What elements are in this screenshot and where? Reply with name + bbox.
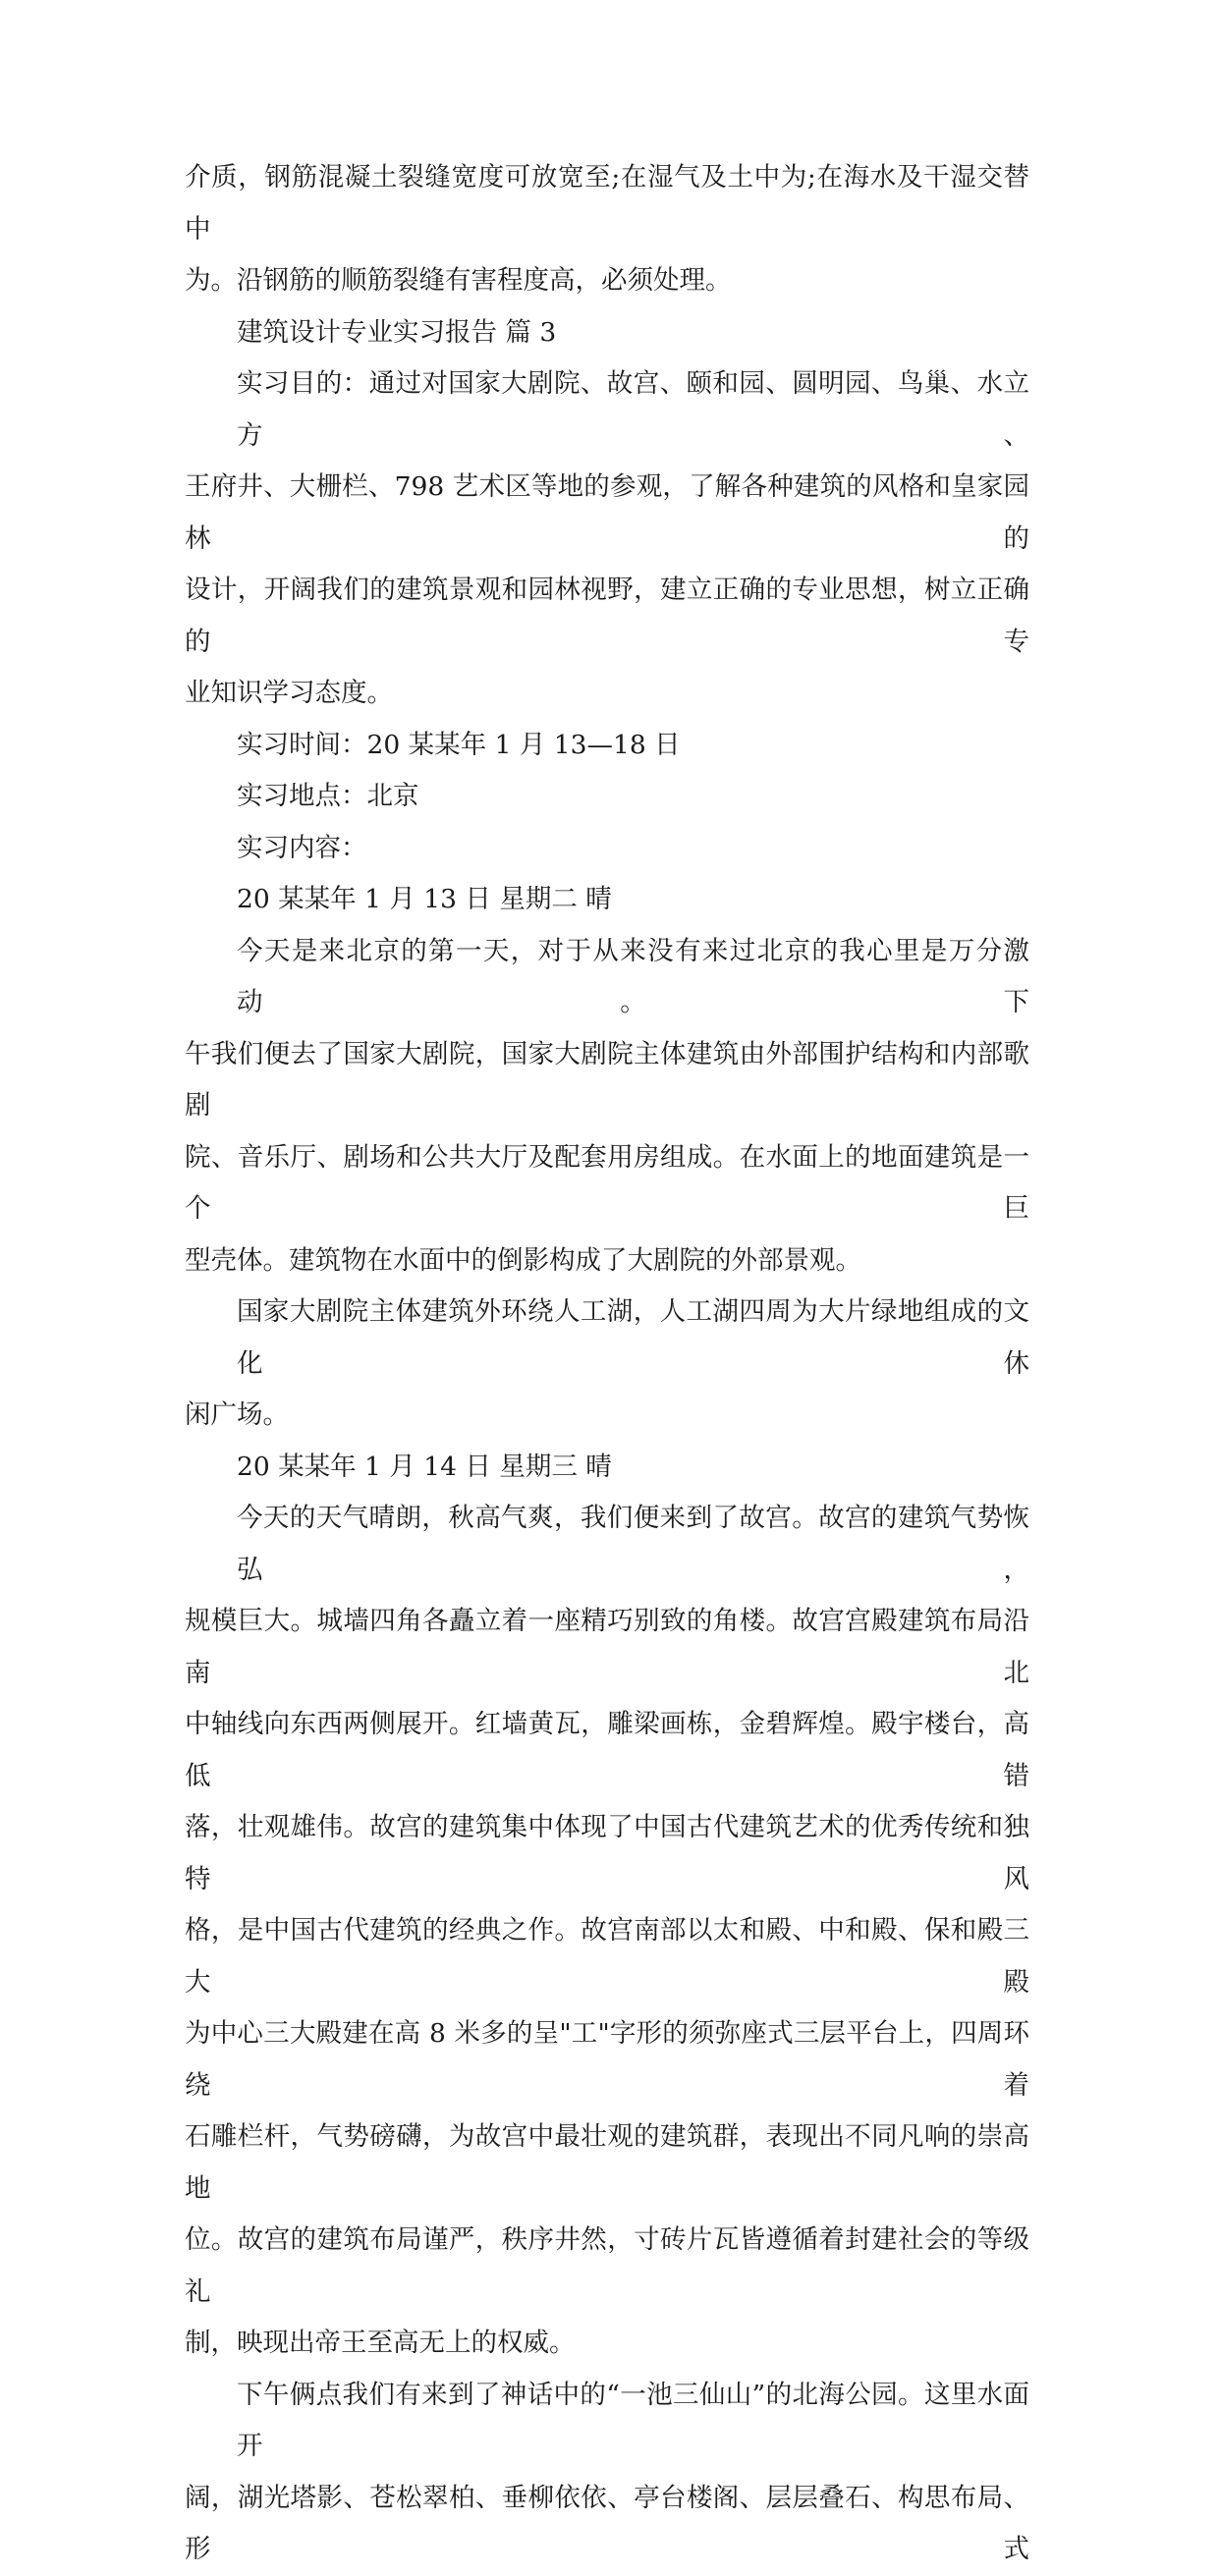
text-line: 为。沿钢筋的顺筋裂缝有害程度高，必须处理。 — [185, 265, 732, 296]
text-line: 王府井、大栅栏、798 艺术区等地的参观，了解各种建筑的风格和皇家园林的 — [185, 471, 1029, 554]
document-body — [185, 152, 1029, 2576]
text-line: 今天是来北京的第一天，对于从来没有来过北京的我心里是万分激动。下 — [237, 935, 1029, 1017]
text-line: 院、音乐厅、剧场和公共大厅及配套用房组成。在水面上的地面建筑是一个巨 — [185, 1141, 1029, 1224]
text-line: 实习时间：20 某某年 1 月 13—18 日 — [237, 729, 681, 760]
text-line: 午我们便去了国家大剧院，国家大剧院主体建筑由外部围护结构和内部歌剧 — [185, 1038, 1029, 1121]
text-line: 中轴线向东西两侧展开。红墙黄瓦，雕梁画栋，金碧辉煌。殿宇楼台，高低错 — [185, 1709, 1029, 1791]
text-line: 落，壮观雄伟。故宫的建筑集中体现了中国古代建筑艺术的优秀传统和独特风 — [185, 1812, 1029, 1894]
text-line: 国家大剧院主体建筑外环绕人工湖，人工湖四周为大片绿地组成的文化休 — [237, 1296, 1029, 1379]
text-line: 石雕栏杆，气势磅礴，为故宫中最壮观的建筑群，表现出不同凡响的崇高地 — [185, 2121, 1029, 2204]
text-line: 实习内容： — [237, 832, 367, 863]
text-line: 闲广场。 — [185, 1399, 289, 1430]
text-line: 业知识学习态度。 — [185, 678, 393, 708]
text-line: 位。故宫的建筑布局谨严，秩序井然，寸砖片瓦皆遵循着封建社会的等级礼 — [185, 2224, 1029, 2307]
text-line: 型壳体。建筑物在水面中的倒影构成了大剧院的外部景观。 — [185, 1244, 861, 1276]
text-line: 实习地点：北京 — [237, 781, 419, 811]
section-heading: 建筑设计专业实习报告 篇 3 — [237, 316, 557, 348]
text-line: 规模巨大。城墙四角各矗立着一座精巧别致的角楼。故宫宫殿建筑布局沿南北 — [185, 1606, 1029, 1688]
text-line: 阔，湖光塔影、苍松翠柏、垂柳依依、亭台楼阁、层层叠石、构思布局、形式 — [185, 2482, 1029, 2564]
date-heading: 20 某某年 1 月 13 日 星期二 晴 — [237, 884, 612, 914]
text-line: 介质，钢筋混凝土裂缝宽度可放宽至;在湿气及土中为;在海水及干湿交替中 — [185, 162, 1029, 245]
text-line: 今天的天气晴朗，秋高气爽，我们便来到了故宫。故宫的建筑气势恢弘， — [237, 1503, 1029, 1585]
text-line: 制，映现出帝王至高无上的权威。 — [185, 2328, 576, 2358]
text-line: 下午俩点我们有来到了神话中的“一池三仙山”的北海公园。这里水面开 — [237, 2379, 1029, 2461]
text-line: 格，是中国古代建筑的经典之作。故宫南部以太和殿、中和殿、保和殿三大殿 — [185, 1915, 1029, 1998]
text-line: 实习目的：通过对国家大剧院、故宫、颐和园、圆明园、鸟巢、水立方、 — [237, 368, 1029, 451]
text-line: 设计，开阔我们的建筑景观和园林视野，建立正确的专业思想，树立正确的专 — [185, 575, 1029, 657]
date-heading: 20 某某年 1 月 14 日 星期三 晴 — [237, 1451, 612, 1482]
text-line: 为中心三大殿建在高 8 米多的呈"工"字形的须弥座式三层平台上，四周环绕着 — [185, 2018, 1029, 2101]
